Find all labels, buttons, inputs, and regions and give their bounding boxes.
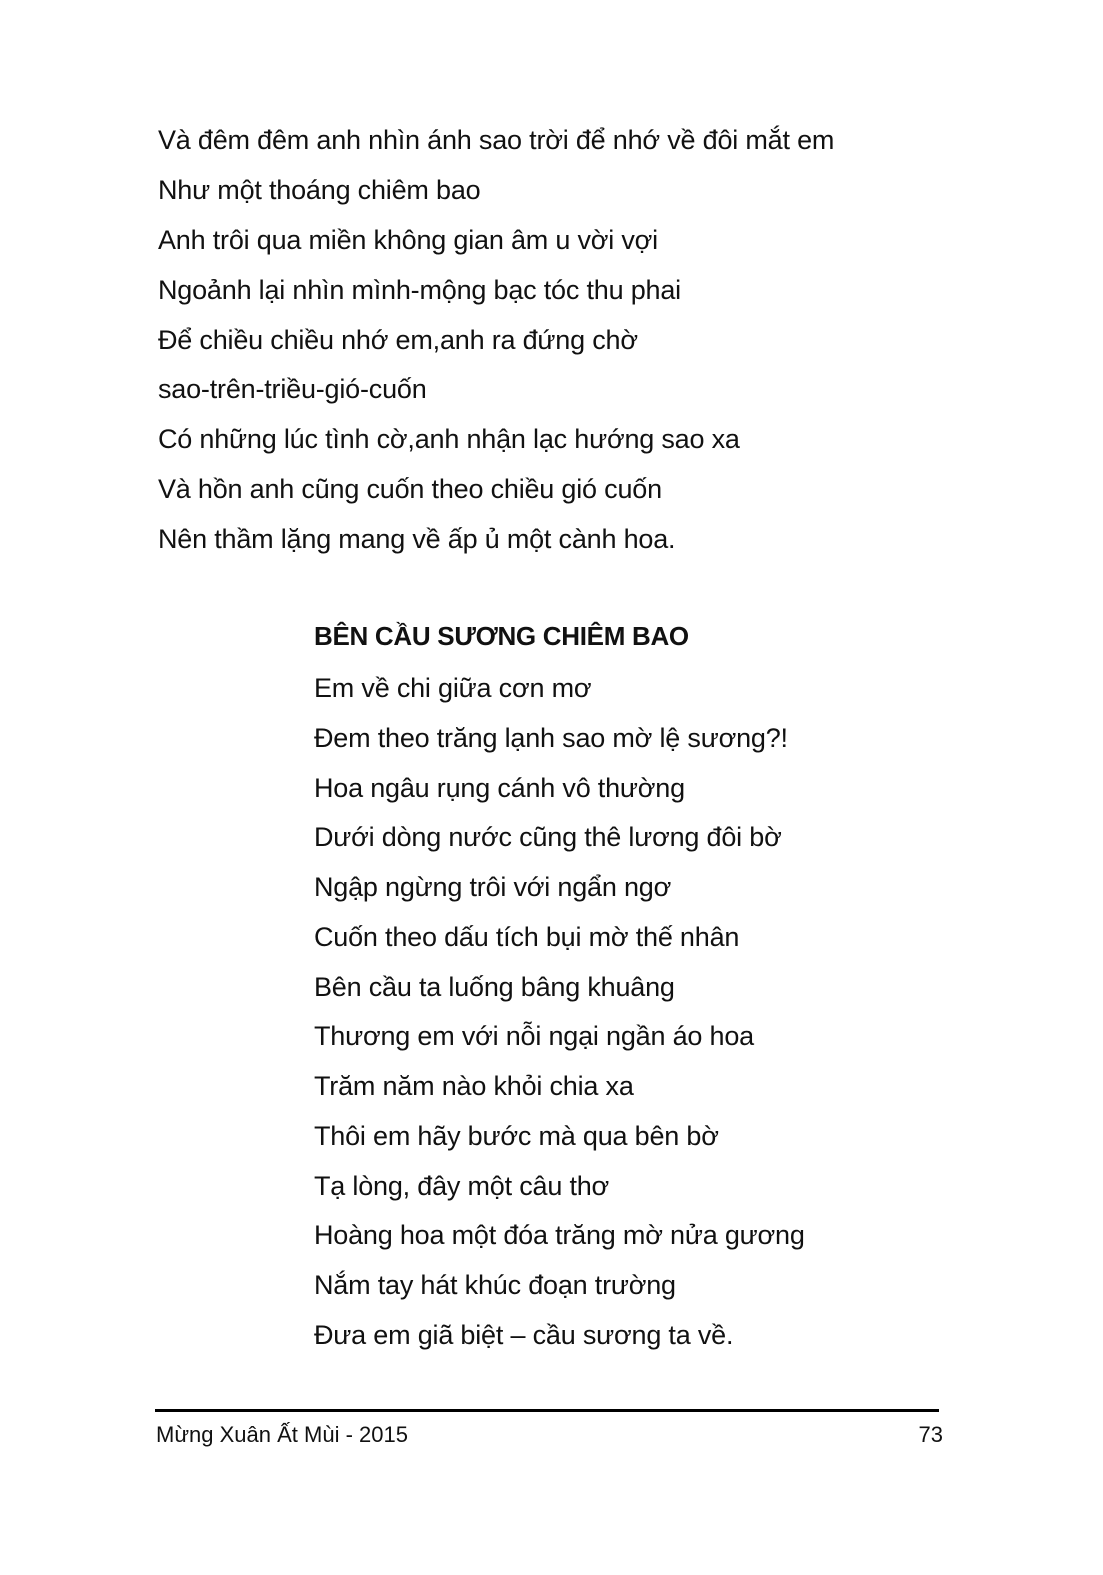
poem-line: Nên thầm lặng mang về ấp ủ một cành hoa. bbox=[158, 524, 676, 554]
poem-line: Đem theo trăng lạnh sao mờ lệ sương?! bbox=[314, 723, 788, 753]
page-number: 73 bbox=[918, 1422, 943, 1447]
poem-line: Và hồn anh cũng cuốn theo chiều gió cuốn bbox=[158, 474, 662, 504]
poem-line: Em về chi giữa cơn mơ bbox=[314, 673, 592, 703]
poem-line: Thương em với nỗi ngại ngần áo hoa bbox=[314, 1021, 754, 1051]
poem-line: Đưa em giã biệt – cầu sương ta về. bbox=[314, 1320, 734, 1350]
poem-line: Trăm năm nào khỏi chia xa bbox=[314, 1071, 634, 1101]
poem-line: Cuốn theo dấu tích bụi mờ thế nhân bbox=[314, 922, 740, 952]
poem-line: Và đêm đêm anh nhìn ánh sao trời để nhớ về đôi mắt em bbox=[158, 125, 835, 155]
poem-line: Như một thoáng chiêm bao bbox=[158, 175, 481, 205]
poem-line: Tạ lòng, đây một câu thơ bbox=[314, 1171, 610, 1201]
poem-line: Hoàng hoa một đóa trăng mờ nửa gương bbox=[314, 1220, 805, 1250]
poem-title: BÊN CẦU SƯƠNG CHIÊM BAO bbox=[314, 621, 689, 651]
poem-line: Thôi em hãy bước mà qua bên bờ bbox=[314, 1121, 719, 1151]
poem-line: Hoa ngâu rụng cánh vô thường bbox=[314, 773, 685, 803]
poem-line: Có những lúc tình cờ,anh nhận lạc hướng sao xa bbox=[158, 424, 740, 454]
poem-line: Ngập ngừng trôi với ngẩn ngơ bbox=[314, 872, 672, 902]
footer-publication: Mừng Xuân Ất Mùi - 2015 bbox=[156, 1422, 408, 1447]
poem-line: Bên cầu ta luống bâng khuâng bbox=[314, 972, 675, 1002]
footer-divider bbox=[155, 1409, 939, 1412]
poem-line: sao-trên-triều-gió-cuốn bbox=[158, 374, 427, 404]
poem-line: Anh trôi qua miền không gian âm u vời vợi bbox=[158, 225, 658, 255]
poem-line: Để chiều chiều nhớ em,anh ra đứng chờ bbox=[158, 325, 638, 355]
poem-line: Nắm tay hát khúc đoạn trường bbox=[314, 1270, 676, 1300]
poem-line: Ngoảnh lại nhìn mình-mộng bạc tóc thu phai bbox=[158, 275, 681, 305]
poem-line: Dưới dòng nước cũng thê lương đôi bờ bbox=[314, 822, 782, 852]
